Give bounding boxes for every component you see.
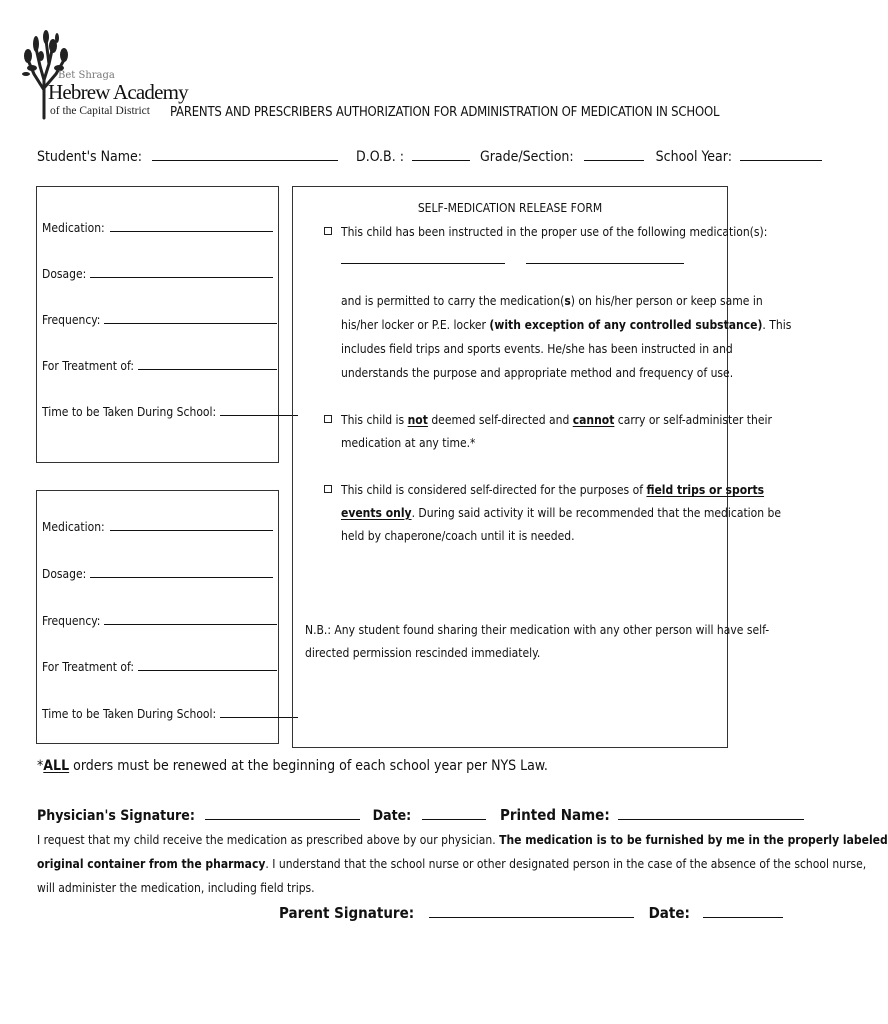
release-heading: SELF-MEDICATION RELEASE FORM (417, 201, 603, 215)
form-title: PARENTS AND PRESCRIBERS AUTHORIZATION FOR ADMINISTRATION OF MEDICATION IN SCHOOL (170, 105, 720, 120)
option-1-line-4: includes field trips and sports events. He/she has been instructed in and (341, 342, 733, 356)
option-1-line-3: his/her locker or P.E. locker (with exception of any controlled substance). This (341, 318, 792, 332)
physician-date-label: Date: (372, 808, 412, 824)
medication-blank-2[interactable] (526, 263, 684, 264)
time-label: Time to be Taken During School: (42, 405, 217, 419)
request-line-1: I request that my child receive the medication as prescribed above by our physician. The medication is to be furnished by me in the properly labeled (37, 833, 888, 847)
request-line-3: will administer the medication, including field trips. (37, 881, 315, 895)
time-field[interactable] (220, 414, 298, 416)
option-1-line-2: and is permitted to carry the medication(s) on his/her person or keep same in (341, 294, 763, 308)
medication-label: Medication: (42, 520, 105, 534)
self-instructed-checkbox[interactable] (324, 227, 332, 235)
nb-line-2: directed permission rescinded immediately. (305, 646, 541, 660)
time-field[interactable] (220, 716, 298, 718)
logo-line-1: Bet Shraga (58, 70, 115, 81)
physician-signature-label: Physician's Signature: (37, 808, 195, 824)
logo-line-3: of the Capital District (50, 105, 150, 117)
not-self-directed-checkbox[interactable] (324, 415, 332, 423)
dob-label: D.O.B. : (356, 149, 404, 165)
renewal-note: *ALL orders must be renewed at the beginning of each school year per NYS Law. (37, 758, 548, 774)
dob-field[interactable] (412, 159, 470, 161)
header-fields (37, 149, 822, 165)
cannot-text: cannot (572, 413, 615, 427)
treatment-field[interactable] (138, 669, 277, 671)
medication-field[interactable] (110, 529, 273, 531)
printed-name-field[interactable] (618, 818, 804, 820)
grade-section-field[interactable] (584, 159, 644, 161)
school-year-field[interactable] (740, 159, 822, 161)
physician-date-field[interactable] (422, 818, 486, 820)
logo-line-2: Hebrew Academy (48, 80, 188, 104)
dosage-field[interactable] (90, 276, 273, 278)
frequency-label: Frequency: (42, 313, 101, 327)
student-name-label: Student's Name: (37, 149, 143, 165)
field-trips-checkbox[interactable] (324, 485, 332, 493)
physician-signature-field[interactable] (205, 818, 360, 820)
dosage-label: Dosage: (42, 567, 87, 581)
dosage-field[interactable] (90, 576, 273, 578)
medication-box-2 (36, 490, 279, 744)
school-logo (22, 30, 188, 122)
treatment-field[interactable] (138, 368, 277, 370)
parent-row (279, 904, 783, 922)
field-trips-text: field trips or sports (646, 483, 765, 497)
not-text: not (407, 413, 428, 427)
option-3-line-2: events only. During said activity it will be recommended that the medication be (341, 506, 782, 520)
parent-date-field[interactable] (703, 916, 783, 918)
school-year-label: School Year: (655, 149, 732, 165)
parent-date-label: Date: (648, 904, 690, 922)
treatment-label: For Treatment of: (42, 660, 135, 674)
nb-line-1: N.B.: Any student found sharing their medication with any other person will have self- (305, 623, 770, 637)
grade-section-label: Grade/Section: (479, 149, 574, 165)
medication-box-1 (36, 186, 279, 463)
time-label: Time to be Taken During School: (42, 707, 217, 721)
parent-signature-label: Parent Signature: (279, 904, 415, 922)
student-name-field[interactable] (152, 159, 338, 161)
dosage-label: Dosage: (42, 267, 87, 281)
medication-label: Medication: (42, 221, 105, 235)
option-2-line-2: medication at any time.* (341, 436, 476, 450)
parent-signature-field[interactable] (429, 916, 634, 918)
physician-row (37, 806, 804, 824)
option-1-text: This child has been instructed in the proper use of the following medication(s): (341, 225, 768, 239)
medication-blank-1[interactable] (341, 263, 505, 264)
frequency-label: Frequency: (42, 614, 101, 628)
medication-field[interactable] (110, 230, 273, 232)
frequency-field[interactable] (104, 322, 277, 324)
request-line-2: original container from the pharmacy. I understand that the school nurse or other designated person in the case of the absence of the school nurse, (37, 857, 867, 871)
frequency-field[interactable] (104, 623, 277, 625)
self-medication-release-box: SELF-MEDICATION RELEASE FORM This child has been instructed in the proper use of the following medication(s): and is permitted to carry the medication(s) on his/her person or keep same in his/her locker or P.E. locker (with exception of any controlled substance). This includes field trips and sports events. He/she has been instructed in and understands the purpose and appropriate method and frequency of use. This child is not deemed self-directed and cannot carry or self-administer their medication at any time.* This child is considered self-directed for the purposes of field trips or sports events only. During said activity it will be recommended that the medication be held by chaperone/coach until it is needed. N.B.: Any student found sharing their medication with any other person will have self- directed permission rescinded immediately. (292, 186, 728, 748)
treatment-label: For Treatment of: (42, 359, 135, 373)
option-1-line-5: understands the purpose and appropriate method and frequency of use. (341, 366, 734, 380)
printed-name-label: Printed Name: (499, 806, 610, 824)
option-3-line-3: held by chaperone/coach until it is needed. (341, 529, 575, 543)
